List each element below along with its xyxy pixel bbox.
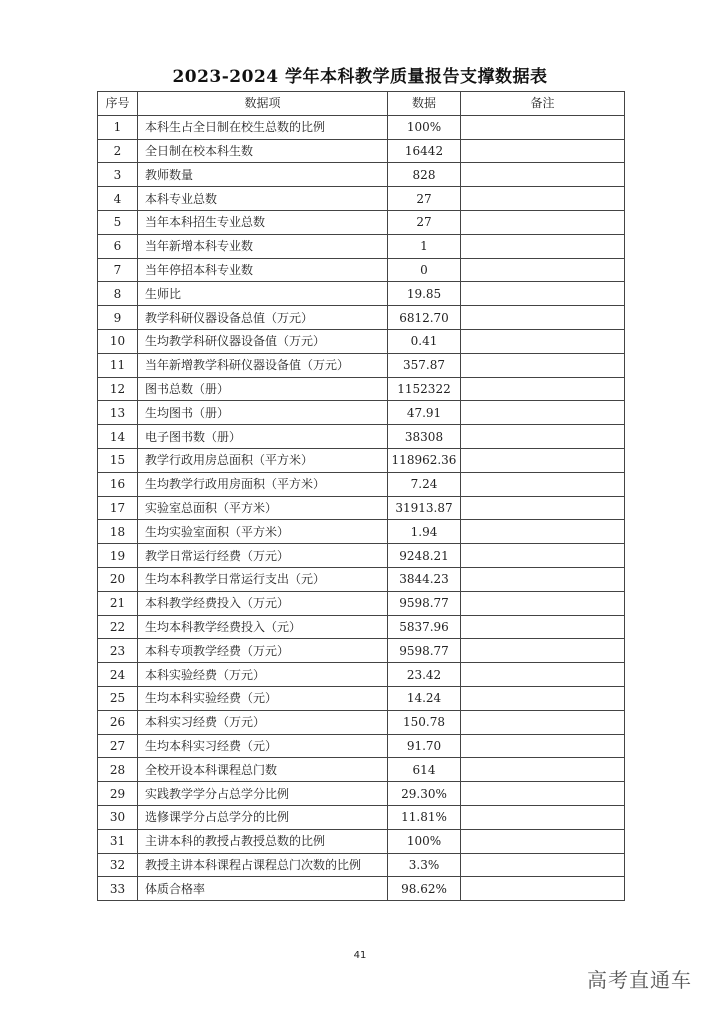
row-index-cell: 25 [98, 686, 138, 710]
row-item-cell: 生均实验室面积（平方米） [138, 520, 388, 544]
row-item-cell: 本科实验经费（万元） [138, 663, 388, 687]
row-item-cell: 当年停招本科专业数 [138, 258, 388, 282]
row-note-cell [461, 472, 625, 496]
table-row [98, 782, 625, 806]
row-value-cell: 31913.87 [388, 496, 461, 520]
row-item-cell: 生均教学行政用房面积（平方米） [138, 472, 388, 496]
row-item-cell: 体质合格率 [138, 877, 388, 901]
row-index-cell: 26 [98, 710, 138, 734]
support-data-table [97, 91, 625, 901]
row-item-cell: 全校开设本科课程总门数 [138, 758, 388, 782]
row-index-cell: 31 [98, 829, 138, 853]
row-note-cell [461, 853, 625, 877]
row-value-cell: 1 [388, 234, 461, 258]
table-body [98, 115, 625, 900]
row-value-cell: 828 [388, 163, 461, 187]
row-value-cell: 29.30% [388, 782, 461, 806]
row-item-cell: 电子图书数（册） [138, 425, 388, 449]
row-note-cell [461, 306, 625, 330]
row-item-cell: 教学行政用房总面积（平方米） [138, 448, 388, 472]
table-row [98, 591, 625, 615]
row-item-cell: 实践教学学分占总学分比例 [138, 782, 388, 806]
row-value-cell: 16442 [388, 139, 461, 163]
table-row [98, 544, 625, 568]
document-title: 2023-2024 学年本科教学质量报告支撑数据表 [172, 67, 548, 87]
row-index-cell: 29 [98, 782, 138, 806]
table-row [98, 377, 625, 401]
table-row [98, 234, 625, 258]
watermark-logo: 高考直通车 [587, 968, 692, 992]
row-item-cell: 本科生占全日制在校生总数的比例 [138, 115, 388, 139]
row-value-cell: 27 [388, 210, 461, 234]
row-value-cell: 9598.77 [388, 639, 461, 663]
page-number: 41 [353, 950, 367, 961]
row-item-cell: 教授主讲本科课程占课程总门次数的比例 [138, 853, 388, 877]
table-row [98, 282, 625, 306]
table-header-row [98, 92, 625, 116]
row-index-cell: 7 [98, 258, 138, 282]
header-index: 序号 [98, 92, 138, 116]
table-row [98, 306, 625, 330]
table-row [98, 472, 625, 496]
row-value-cell: 19.85 [388, 282, 461, 306]
row-value-cell: 100% [388, 829, 461, 853]
row-note-cell [461, 329, 625, 353]
table-row [98, 663, 625, 687]
table-row [98, 401, 625, 425]
table-row [98, 520, 625, 544]
row-note-cell [461, 639, 625, 663]
row-note-cell [461, 591, 625, 615]
row-index-cell: 27 [98, 734, 138, 758]
table-row [98, 639, 625, 663]
row-value-cell: 98.62% [388, 877, 461, 901]
table-row [98, 115, 625, 139]
row-item-cell: 本科实习经费（万元） [138, 710, 388, 734]
row-item-cell: 生师比 [138, 282, 388, 306]
row-item-cell: 生均图书（册） [138, 401, 388, 425]
table-row [98, 258, 625, 282]
row-value-cell: 614 [388, 758, 461, 782]
table-row [98, 329, 625, 353]
header-note: 备注 [461, 92, 625, 116]
row-note-cell [461, 377, 625, 401]
row-value-cell: 5837.96 [388, 615, 461, 639]
table-row [98, 425, 625, 449]
row-index-cell: 28 [98, 758, 138, 782]
row-index-cell: 33 [98, 877, 138, 901]
table-row [98, 163, 625, 187]
row-index-cell: 16 [98, 472, 138, 496]
row-index-cell: 4 [98, 187, 138, 211]
row-value-cell: 357.87 [388, 353, 461, 377]
row-item-cell: 选修课学分占总学分的比例 [138, 805, 388, 829]
row-value-cell: 0.41 [388, 329, 461, 353]
row-note-cell [461, 139, 625, 163]
row-note-cell [461, 520, 625, 544]
row-index-cell: 17 [98, 496, 138, 520]
row-value-cell: 1152322 [388, 377, 461, 401]
row-item-cell: 生均本科教学经费投入（元） [138, 615, 388, 639]
row-value-cell: 1.94 [388, 520, 461, 544]
row-note-cell [461, 615, 625, 639]
table-row [98, 734, 625, 758]
table-row [98, 139, 625, 163]
row-item-cell: 教师数量 [138, 163, 388, 187]
row-note-cell [461, 686, 625, 710]
row-item-cell: 生均本科教学日常运行支出（元） [138, 567, 388, 591]
row-index-cell: 6 [98, 234, 138, 258]
header-item: 数据项 [138, 92, 388, 116]
table-row [98, 829, 625, 853]
row-note-cell [461, 187, 625, 211]
row-note-cell [461, 567, 625, 591]
row-note-cell [461, 829, 625, 853]
row-note-cell [461, 782, 625, 806]
row-note-cell [461, 282, 625, 306]
table-row [98, 615, 625, 639]
row-note-cell [461, 210, 625, 234]
row-note-cell [461, 544, 625, 568]
row-value-cell: 3844.23 [388, 567, 461, 591]
row-note-cell [461, 877, 625, 901]
row-item-cell: 教学日常运行经费（万元） [138, 544, 388, 568]
table-row [98, 686, 625, 710]
table-row [98, 758, 625, 782]
row-value-cell: 150.78 [388, 710, 461, 734]
row-item-cell: 生均教学科研仪器设备值（万元） [138, 329, 388, 353]
row-value-cell: 6812.70 [388, 306, 461, 330]
row-note-cell [461, 163, 625, 187]
table-row [98, 853, 625, 877]
row-index-cell: 23 [98, 639, 138, 663]
row-index-cell: 9 [98, 306, 138, 330]
table-row [98, 710, 625, 734]
row-item-cell: 图书总数（册） [138, 377, 388, 401]
table-row [98, 353, 625, 377]
row-item-cell: 生均本科实验经费（元） [138, 686, 388, 710]
row-item-cell: 主讲本科的教授占教授总数的比例 [138, 829, 388, 853]
table-row [98, 187, 625, 211]
row-note-cell [461, 401, 625, 425]
row-index-cell: 14 [98, 425, 138, 449]
table-row [98, 567, 625, 591]
row-note-cell [461, 734, 625, 758]
row-note-cell [461, 425, 625, 449]
row-value-cell: 38308 [388, 425, 461, 449]
row-item-cell: 全日制在校本科生数 [138, 139, 388, 163]
row-note-cell [461, 115, 625, 139]
row-note-cell [461, 496, 625, 520]
row-index-cell: 19 [98, 544, 138, 568]
row-value-cell: 100% [388, 115, 461, 139]
row-note-cell [461, 353, 625, 377]
row-item-cell: 生均本科实习经费（元） [138, 734, 388, 758]
row-index-cell: 10 [98, 329, 138, 353]
row-index-cell: 24 [98, 663, 138, 687]
row-item-cell: 当年本科招生专业总数 [138, 210, 388, 234]
row-index-cell: 12 [98, 377, 138, 401]
row-index-cell: 30 [98, 805, 138, 829]
header-value: 数据 [388, 92, 461, 116]
row-index-cell: 22 [98, 615, 138, 639]
row-index-cell: 32 [98, 853, 138, 877]
row-value-cell: 11.81% [388, 805, 461, 829]
row-item-cell: 本科专项教学经费（万元） [138, 639, 388, 663]
row-index-cell: 15 [98, 448, 138, 472]
row-item-cell: 实验室总面积（平方米） [138, 496, 388, 520]
row-index-cell: 21 [98, 591, 138, 615]
row-value-cell: 0 [388, 258, 461, 282]
row-note-cell [461, 758, 625, 782]
table-row [98, 877, 625, 901]
row-value-cell: 3.3% [388, 853, 461, 877]
row-note-cell [461, 448, 625, 472]
row-index-cell: 20 [98, 567, 138, 591]
row-item-cell: 本科专业总数 [138, 187, 388, 211]
row-value-cell: 91.70 [388, 734, 461, 758]
row-index-cell: 8 [98, 282, 138, 306]
row-value-cell: 9248.21 [388, 544, 461, 568]
table-row [98, 496, 625, 520]
row-value-cell: 118962.36 [388, 448, 461, 472]
row-note-cell [461, 710, 625, 734]
row-index-cell: 13 [98, 401, 138, 425]
row-index-cell: 11 [98, 353, 138, 377]
row-item-cell: 本科教学经费投入（万元） [138, 591, 388, 615]
row-item-cell: 教学科研仪器设备总值（万元） [138, 306, 388, 330]
row-note-cell [461, 234, 625, 258]
row-note-cell [461, 258, 625, 282]
row-value-cell: 7.24 [388, 472, 461, 496]
table-row [98, 210, 625, 234]
row-index-cell: 5 [98, 210, 138, 234]
row-value-cell: 14.24 [388, 686, 461, 710]
row-index-cell: 18 [98, 520, 138, 544]
table-row [98, 805, 625, 829]
row-item-cell: 当年新增本科专业数 [138, 234, 388, 258]
row-value-cell: 27 [388, 187, 461, 211]
row-value-cell: 9598.77 [388, 591, 461, 615]
row-item-cell: 当年新增教学科研仪器设备值（万元） [138, 353, 388, 377]
row-note-cell [461, 663, 625, 687]
row-index-cell: 2 [98, 139, 138, 163]
row-value-cell: 23.42 [388, 663, 461, 687]
row-index-cell: 1 [98, 115, 138, 139]
row-note-cell [461, 805, 625, 829]
row-value-cell: 47.91 [388, 401, 461, 425]
row-index-cell: 3 [98, 163, 138, 187]
table-row [98, 448, 625, 472]
